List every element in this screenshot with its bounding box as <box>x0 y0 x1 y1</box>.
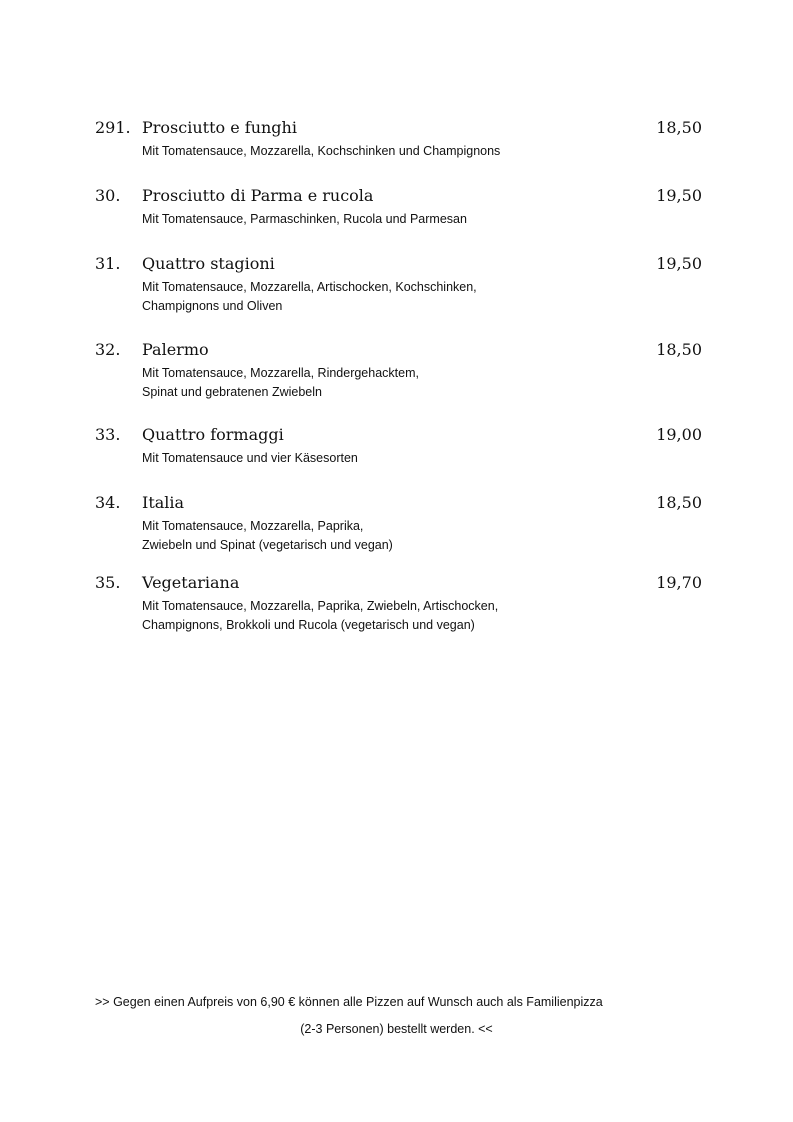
item-number: 32. <box>95 340 121 359</box>
description-line: Mit Tomatensauce, Mozzarella, Paprika, Zwiebeln, Artischocken, <box>142 599 499 613</box>
description-line: Spinat und gebratenen Zwiebeln <box>142 385 322 399</box>
family-pizza-note: >> Gegen einen Aufpreis von 6,90 € können alle Pizzen auf Wunsch auch als Familienpizza <box>95 995 603 1009</box>
item-price: 18,50 <box>656 340 702 359</box>
item-name: Italia <box>142 493 185 512</box>
item-name: Prosciutto di Parma e rucola <box>142 186 374 205</box>
item-description <box>142 210 467 229</box>
item-description <box>142 517 393 555</box>
description-line: Champignons und Oliven <box>142 299 283 313</box>
item-description <box>142 597 498 635</box>
item-price: 19,50 <box>656 254 702 273</box>
description-line: Mit Tomatensauce und vier Käsesorten <box>142 451 358 465</box>
item-description <box>142 364 419 402</box>
item-name: Prosciutto e funghi <box>142 118 297 137</box>
item-name: Palermo <box>142 340 209 359</box>
description-line: Zwiebeln und Spinat (vegetarisch und vegan) <box>142 538 393 552</box>
item-number: 291. <box>95 118 131 137</box>
item-description <box>142 142 500 161</box>
description-line: Mit Tomatensauce, Parmaschinken, Rucola und Parmesan <box>142 212 467 226</box>
item-name: Quattro stagioni <box>142 254 275 273</box>
item-description <box>142 278 477 316</box>
description-line: Champignons, Brokkoli und Rucola (vegetarisch und vegan) <box>142 618 475 632</box>
description-line: Mit Tomatensauce, Mozzarella, Artischocken, Kochschinken, <box>142 280 477 294</box>
item-price: 19,70 <box>656 573 702 592</box>
item-price: 18,50 <box>656 118 702 137</box>
item-description <box>142 449 358 468</box>
item-price: 18,50 <box>656 493 702 512</box>
description-line: Mit Tomatensauce, Mozzarella, Paprika, <box>142 519 364 533</box>
description-line: Mit Tomatensauce, Mozzarella, Rindergehacktem, <box>142 366 419 380</box>
item-number: 33. <box>95 425 121 444</box>
family-pizza-note-continued: (2-3 Personen) bestellt werden. << <box>300 1022 493 1036</box>
item-price: 19,00 <box>656 425 702 444</box>
item-price: 19,50 <box>656 186 702 205</box>
description-line: Mit Tomatensauce, Mozzarella, Kochschinken und Champignons <box>142 144 501 158</box>
item-name: Vegetariana <box>142 573 240 592</box>
item-name: Quattro formaggi <box>142 425 284 444</box>
item-number: 34. <box>95 493 121 512</box>
item-number: 35. <box>95 573 121 592</box>
item-number: 31. <box>95 254 121 273</box>
item-number: 30. <box>95 186 121 205</box>
